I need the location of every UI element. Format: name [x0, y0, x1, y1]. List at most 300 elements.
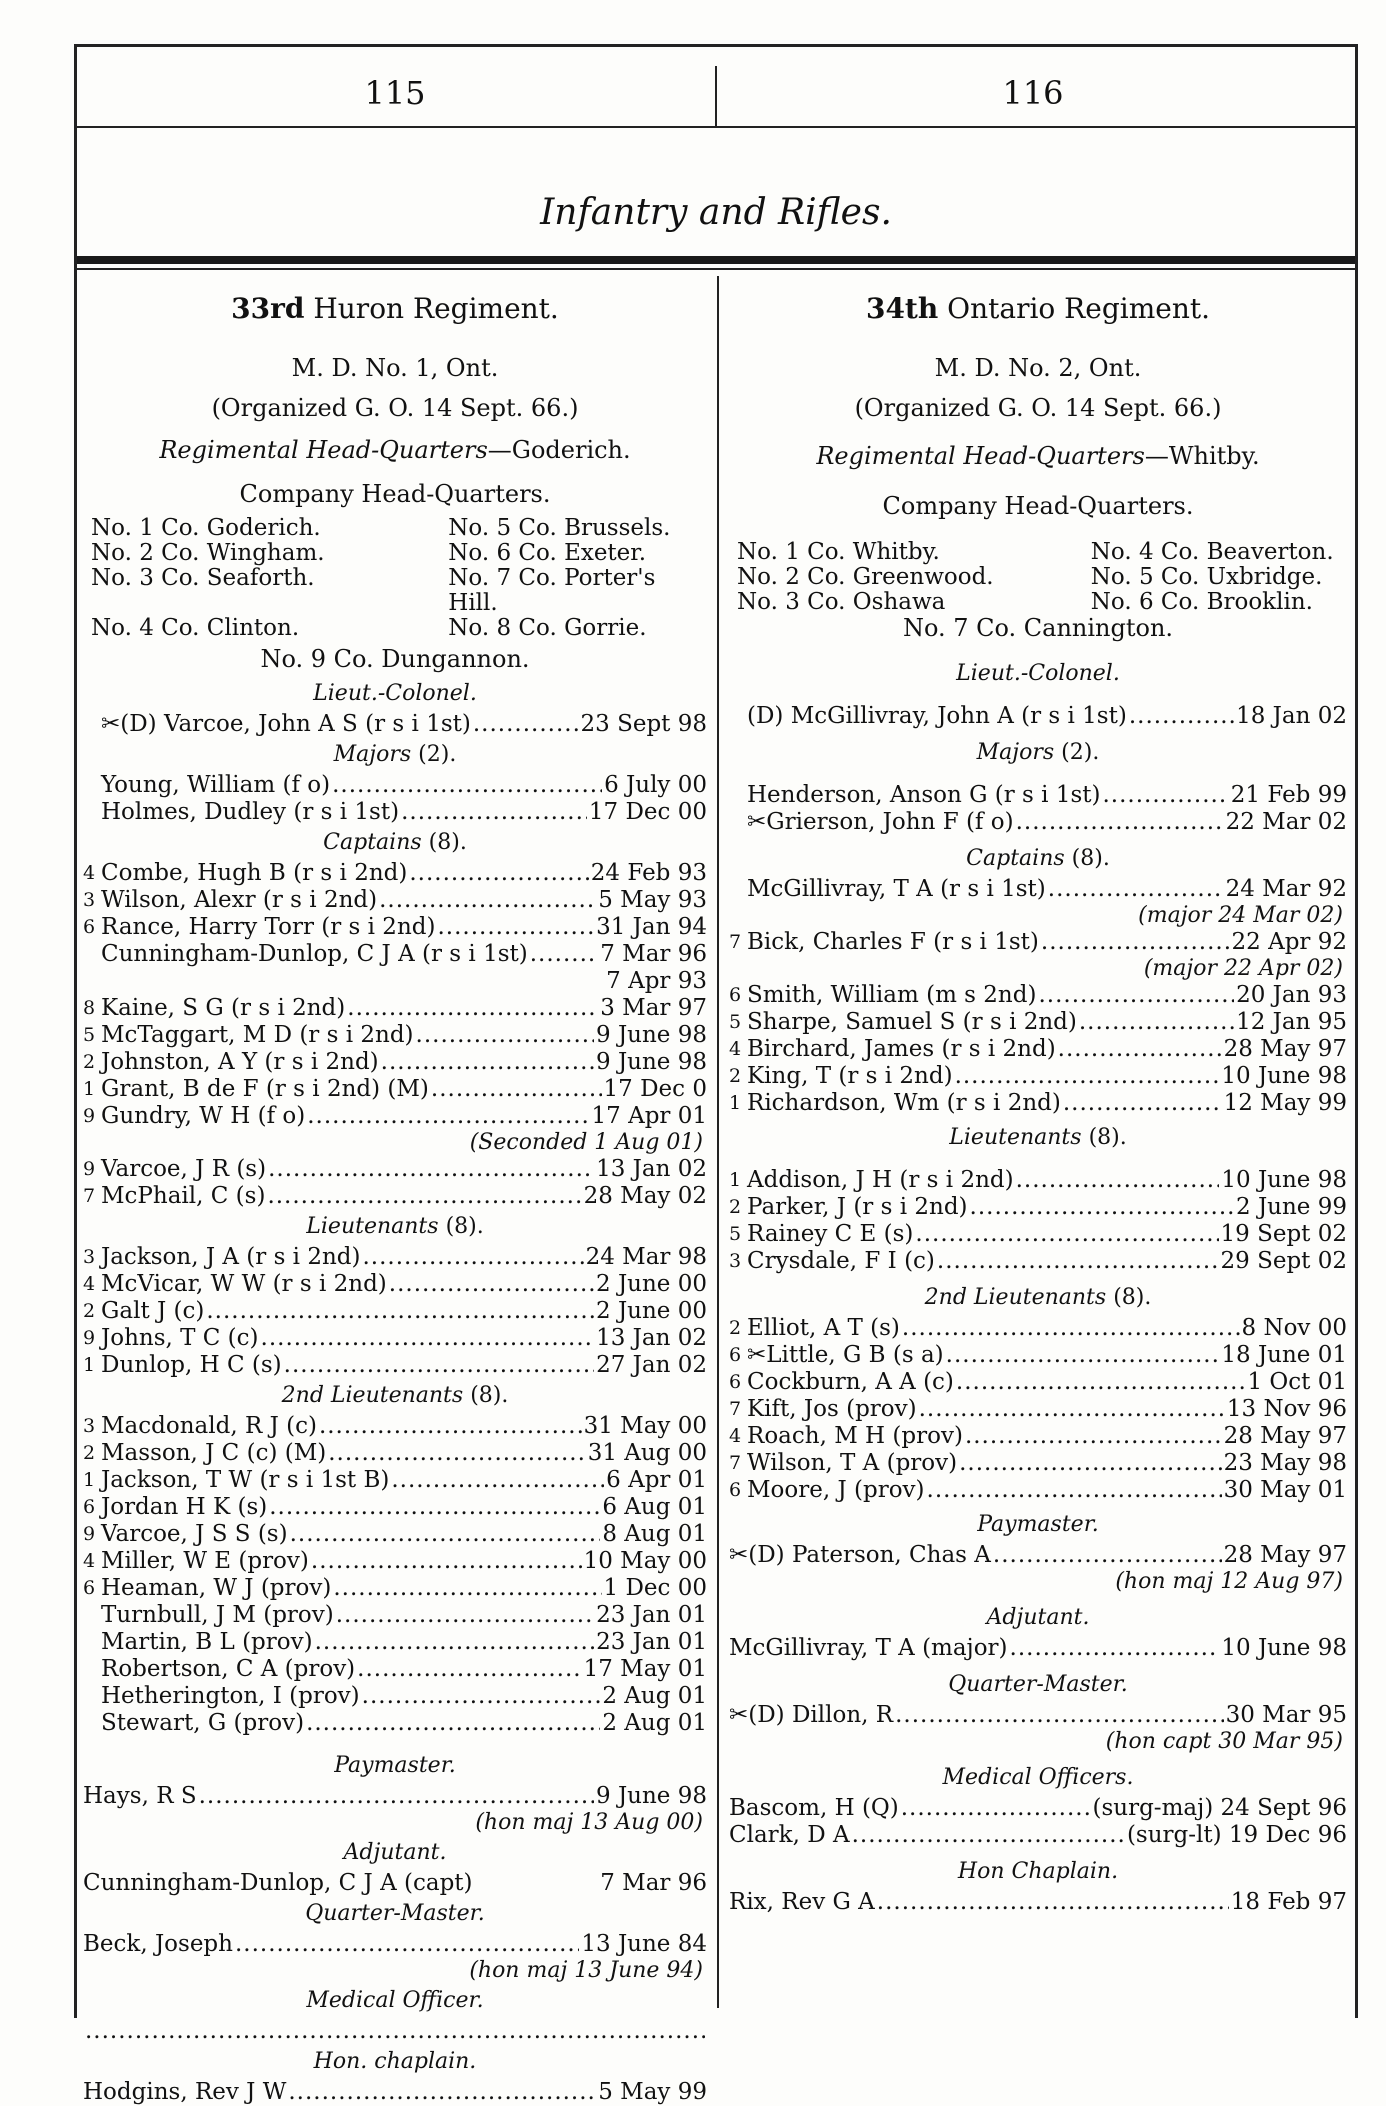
- officer-name: Miller, W E (prov): [101, 1548, 309, 1574]
- leader-dots: [1079, 1009, 1234, 1036]
- company-item: No. 5 Co. Uxbridge.: [1090, 564, 1323, 590]
- officer-name: Crysdale, F I (c): [747, 1248, 935, 1274]
- company-number: [729, 782, 747, 809]
- officer-name: Turnbull, J M (prov): [101, 1602, 334, 1628]
- leader-dots: [389, 1271, 594, 1298]
- company-number: 2: [83, 1300, 96, 1322]
- last-company: No. 9 Co. Dungannon.: [260, 645, 530, 673]
- officer-name: McGillivray, T A (r s i 1st): [747, 876, 1046, 902]
- officer-name: (D) McGillivray, John A (r s i 1st): [747, 703, 1127, 729]
- entry-date: 13 June 84: [581, 1931, 707, 1957]
- rank-note: (major 24 Mar 02): [1138, 903, 1343, 928]
- leader-dots: [895, 1702, 1224, 1729]
- appointment-date: 28 May 97: [1223, 1423, 1347, 1449]
- lieutenants-heading: [729, 1121, 1347, 1155]
- regiment-number: 34th: [865, 292, 939, 325]
- appointment-date: 23 Jan 01: [596, 1629, 707, 1655]
- page-number-rule: [77, 126, 1355, 128]
- officer-name: Gundry, W H (f o): [101, 1103, 306, 1129]
- appointment-date: 24 Feb 93: [590, 860, 707, 886]
- appointment-date: 6 July 00: [604, 772, 707, 798]
- regiment-name: Huron Regiment.: [313, 292, 559, 325]
- leader-dots: [336, 1602, 594, 1629]
- leader-dots: [915, 1221, 1218, 1248]
- chaplain-heading: Hon Chaplain.: [957, 1859, 1119, 1884]
- company-number: [83, 941, 101, 968]
- officer-entry: [83, 711, 707, 738]
- officer-name: Holmes, Dudley (r s i 1st): [101, 799, 400, 825]
- company-number: [83, 1710, 101, 1737]
- officer-name: Dunlop, H C (s): [101, 1352, 282, 1378]
- appointment-date: 2 June 00: [596, 1298, 707, 1324]
- officer-entry: [83, 914, 707, 941]
- appointment-date: 30 May 01: [1223, 1477, 1347, 1503]
- officer-entry: [83, 1602, 707, 1629]
- appointment-date: 28 May 02: [583, 1183, 707, 1209]
- officer-entry: [83, 941, 707, 968]
- officer-name: Stewart, G (prov): [101, 1710, 305, 1736]
- company-number: 4: [83, 1550, 96, 1572]
- right-column: [729, 280, 1347, 1916]
- last-company: No. 7 Co. Cannington.: [902, 614, 1174, 642]
- leader-dots: [959, 1450, 1221, 1477]
- officer-name: Jackson, T W (r s i 1st B): [101, 1467, 390, 1493]
- chaplain-entry: [729, 1889, 1347, 1916]
- officer-name: King, T (r s i 2nd): [747, 1063, 953, 1089]
- officer-entry: [83, 1521, 707, 1548]
- appointment-date: 1 Oct 01: [1247, 1369, 1347, 1395]
- quartermaster-heading: Quarter-Master.: [305, 1901, 485, 1926]
- thin-rule: [77, 268, 1355, 270]
- leader-dots: [1010, 1635, 1220, 1662]
- captains-list-2: [83, 1156, 707, 1210]
- paymaster-note: (hon maj 13 Aug 00): [475, 1810, 703, 1835]
- officer-entry: [729, 782, 1347, 809]
- majors-label: Majors: [976, 740, 1055, 765]
- entry-name: ✂(D) Dillon, R: [729, 1702, 894, 1728]
- lieut-colonel-heading: Lieut.-Colonel.: [313, 681, 477, 706]
- officer-entry: [83, 1298, 707, 1325]
- leader-dots: [362, 1683, 601, 1710]
- leader-dots: [347, 995, 598, 1022]
- company-item: No. 1 Co. Goderich.: [91, 515, 321, 541]
- company-number: 6: [729, 984, 742, 1006]
- second-lts-heading: [729, 1281, 1347, 1315]
- organized-note: (Organized G. O. 14 Sept. 66.): [854, 394, 1222, 422]
- officer-name: Bick, Charles F (r s i 1st): [747, 929, 1039, 955]
- majors-list: [83, 772, 707, 826]
- officer-name: ✂Little, G B (s a): [747, 1342, 944, 1368]
- appointment-date: 18 June 01: [1221, 1342, 1347, 1368]
- second-lts-label: 2nd Lieutenants: [281, 1383, 464, 1408]
- officer-entry: [729, 1450, 1347, 1477]
- appointment-date: 23 May 98: [1223, 1450, 1347, 1476]
- entry-name: Bascom, H (Q): [729, 1795, 899, 1821]
- column-divider: [717, 276, 719, 2008]
- officer-name: Young, William (f o): [101, 772, 331, 798]
- lieutenants-count: (8).: [445, 1214, 484, 1239]
- company-number: 2: [729, 1065, 742, 1087]
- company-number: [83, 1683, 101, 1710]
- page-number-left: 115: [364, 74, 426, 112]
- leader-dots: [381, 1049, 594, 1076]
- officer-entry: [729, 1009, 1347, 1036]
- officer-name: Parker, J (r s i 2nd): [747, 1194, 968, 1220]
- leader-dots: [306, 1710, 600, 1737]
- leader-dots: [307, 1103, 589, 1130]
- appointment-date: 13 Jan 02: [596, 1156, 707, 1182]
- officer-entry: [729, 1221, 1347, 1248]
- officer-entry: [729, 809, 1347, 836]
- paymaster-entry: [83, 1783, 707, 1810]
- company-list: [83, 516, 707, 641]
- regiment-number: 33rd: [231, 292, 305, 325]
- company-number: 9: [83, 1523, 96, 1545]
- lieutenants-label: Lieutenants: [306, 1214, 439, 1239]
- officer-entry: [83, 1352, 707, 1379]
- appointment-date: 5 May 93: [598, 887, 707, 913]
- officer-name: Johnston, A Y (r s i 2nd): [101, 1049, 379, 1075]
- lieutenants-list: [83, 1244, 707, 1379]
- officer-name: Cunningham-Dunlop, C J A (r s i 1st): [101, 941, 528, 967]
- hq-label: Regimental Head-Quarters: [816, 442, 1145, 470]
- entry-name: Clark, D A: [729, 1822, 850, 1848]
- company-number: 5: [83, 1024, 96, 1046]
- officer-name: McVicar, W W (r s i 2nd): [101, 1271, 387, 1297]
- leader-dots: [333, 1575, 601, 1602]
- officer-entry: [83, 1575, 707, 1602]
- officer-entry: [83, 1494, 707, 1521]
- majors-heading: [83, 738, 707, 772]
- company-number: 5: [729, 1011, 742, 1033]
- medical-entry: [729, 1795, 1347, 1822]
- company-number: 6: [83, 916, 96, 938]
- entry-name: Hodgins, Rev J W: [83, 2079, 287, 2105]
- company-number: 6: [729, 1344, 742, 1366]
- spacer: [729, 645, 1347, 657]
- quartermaster-entry: [83, 1931, 707, 1958]
- appointment-date: 17 Dec 0: [603, 1076, 707, 1102]
- appointment-date: 23 Jan 01: [596, 1602, 707, 1628]
- company-item: No. 1 Co. Whitby.: [737, 539, 940, 565]
- leader-dots: [235, 1931, 579, 1958]
- officer-name: Combe, Hugh B (r s i 2nd): [101, 860, 408, 886]
- company-number: 9: [83, 1158, 96, 1180]
- officer-name: Birchard, James (r s i 2nd): [747, 1036, 1056, 1062]
- company-number: [83, 1602, 101, 1629]
- officer-entry: [729, 1063, 1347, 1090]
- officer-entry: [83, 1548, 707, 1575]
- company-number: 2: [729, 1196, 742, 1218]
- officer-entry: [83, 772, 707, 799]
- company-number: [83, 799, 101, 826]
- officer-entry: [729, 1248, 1347, 1275]
- military-district: M. D. No. 2, Ont.: [934, 354, 1142, 382]
- leader-dots: [315, 1629, 595, 1656]
- entry-date: (surg-maj) 24 Sept 96: [1092, 1795, 1347, 1821]
- lieut-colonel-list: [729, 703, 1347, 730]
- appointment-date: 27 Jan 02: [596, 1352, 707, 1378]
- officer-entry: [729, 703, 1347, 730]
- leader-dots: [261, 1325, 595, 1352]
- appointment-date: 17 Apr 01: [591, 1103, 707, 1129]
- officer-entry: [729, 1036, 1347, 1063]
- page-number-row: [77, 44, 1355, 126]
- leader-dots: [1016, 809, 1224, 836]
- officer-name: Jordan H K (s): [101, 1494, 268, 1520]
- leader-dots: [1129, 703, 1234, 730]
- leader-dots: [199, 1783, 594, 1810]
- company-number: 1: [83, 1078, 96, 1100]
- medical-heading: Medical Officer.: [306, 1988, 484, 2013]
- company-number: [83, 1629, 101, 1656]
- company-number: 1: [729, 1169, 742, 1191]
- hq-label: Regimental Head-Quarters: [159, 436, 488, 464]
- leader-dots: [401, 799, 587, 826]
- officer-entry: [83, 1049, 707, 1076]
- adjutant-heading: Adjutant.: [343, 1840, 447, 1865]
- appointment-date: 31 Aug 00: [587, 1440, 707, 1466]
- leader-dots: [530, 941, 598, 968]
- officer-entry: [729, 929, 1347, 956]
- appointment-date: 23 Sept 98: [580, 711, 707, 737]
- officer-name: McTaggart, M D (r s i 2nd): [101, 1022, 414, 1048]
- medical-blank-line: [83, 2018, 707, 2045]
- appointment-date: 6 Aug 01: [602, 1494, 707, 1520]
- appointment-date: 2 June 00: [596, 1271, 707, 1297]
- appointment-date: 28 May 97: [1223, 1036, 1347, 1062]
- captains-count: (8).: [1071, 846, 1110, 871]
- appointment-date: 13 Nov 96: [1226, 1396, 1347, 1422]
- hq-place: —Whitby.: [1144, 442, 1260, 470]
- entry-date: (surg-lt) 19 Dec 96: [1126, 1822, 1347, 1848]
- majors-list: [729, 782, 1347, 836]
- leader-dots: [877, 1889, 1229, 1916]
- leader-dots: [431, 1076, 602, 1103]
- captains-list: [729, 876, 1347, 1117]
- officer-name: ✂(D) Varcoe, John A S (r s i 1st): [101, 711, 471, 737]
- company-item: No. 3 Co. Oshawa: [737, 589, 946, 615]
- appointment-date: 9 June 98: [596, 1049, 707, 1075]
- officer-name: Galt J (c): [101, 1298, 205, 1324]
- officer-name: Johns, T C (c): [101, 1325, 259, 1351]
- appointment-date: 17 May 01: [583, 1656, 707, 1682]
- quartermaster-note: (hon capt 30 Mar 95): [1105, 1729, 1343, 1754]
- medical-heading: Medical Officers.: [942, 1765, 1134, 1790]
- leader-dots: [288, 2079, 596, 2106]
- appointment-date: 22 Mar 02: [1225, 809, 1347, 835]
- appointment-date: 12 Jan 95: [1236, 1009, 1347, 1035]
- second-lts-count: (8).: [470, 1383, 509, 1408]
- leader-dots: [473, 711, 579, 738]
- officer-entry: [83, 995, 707, 1022]
- leader-dots: [946, 1342, 1220, 1369]
- hq-place: —Goderich.: [487, 436, 631, 464]
- adjutant-entry: [729, 1635, 1347, 1662]
- company-item: No. 2 Co. Wingham.: [91, 540, 325, 566]
- leader-dots: [1048, 876, 1224, 903]
- appointment-date: 20 Jan 93: [1236, 982, 1347, 1008]
- company-number: 6: [83, 1496, 96, 1518]
- officer-name: Heaman, W J (prov): [101, 1575, 332, 1601]
- appointment-date: 29 Sept 02: [1220, 1248, 1347, 1274]
- officer-entry: [83, 1156, 707, 1183]
- second-lts-label: 2nd Lieutenants: [924, 1285, 1107, 1310]
- running-head: Infantry and Rifles.: [540, 192, 892, 233]
- leader-dots: [268, 1156, 594, 1183]
- entry-name: ✂(D) Paterson, Chas A: [729, 1542, 991, 1568]
- officer-entry: [83, 860, 707, 887]
- appointment-date: 18 Jan 02: [1236, 703, 1347, 729]
- lieut-colonel-list: [83, 711, 707, 738]
- officer-entry: [83, 1103, 707, 1130]
- company-number: [729, 876, 747, 903]
- leader-dots: [956, 1369, 1246, 1396]
- entry-date: 30 Mar 95: [1225, 1702, 1347, 1728]
- officer-name: Martin, B L (prov): [101, 1629, 313, 1655]
- entry-date: 28 May 97: [1223, 1542, 1347, 1568]
- officer-entry: [729, 982, 1347, 1009]
- appointment-date: 24 Mar 92: [1225, 876, 1347, 902]
- officer-name: Cockburn, A A (c): [747, 1369, 954, 1395]
- company-item: No. 3 Co. Seaforth.: [91, 565, 315, 591]
- officer-entry: [83, 887, 707, 914]
- entry-name: Hays, R S: [83, 1783, 197, 1809]
- officer-entry: [729, 1194, 1347, 1221]
- appointment-date: 22 Apr 92: [1231, 929, 1347, 955]
- seconded-note: (Seconded 1 Aug 01): [469, 1130, 703, 1155]
- leader-dots: [206, 1298, 594, 1325]
- leader-dots: [1058, 1036, 1222, 1063]
- appointment-date: 12 May 99: [1223, 1090, 1347, 1116]
- officer-entry: [83, 1022, 707, 1049]
- company-number: 9: [83, 1105, 96, 1127]
- appointment-date: 2 Aug 01: [602, 1683, 707, 1709]
- appointment-date: 24 Mar 98: [585, 1244, 707, 1270]
- company-hq-heading: Company Head-Quarters.: [239, 480, 551, 508]
- captains-label: Captains: [323, 830, 422, 855]
- leader-dots: [955, 1063, 1220, 1090]
- officer-entry: [83, 1076, 707, 1103]
- appointment-date: 19 Sept 02: [1220, 1221, 1347, 1247]
- entry-date: 18 Feb 97: [1230, 1889, 1347, 1915]
- company-number: [729, 809, 747, 836]
- officer-name: Rance, Harry Torr (r s i 2nd): [101, 914, 436, 940]
- leader-dots: [937, 1248, 1219, 1275]
- majors-label: Majors: [333, 742, 412, 767]
- officer-entry: [83, 1467, 707, 1494]
- regimental-hq: [729, 434, 1347, 478]
- company-number: 3: [83, 889, 96, 911]
- officer-name: Addison, J H (r s i 2nd): [747, 1167, 1014, 1193]
- officer-entry: [83, 1440, 707, 1467]
- officer-entry: [83, 1413, 707, 1440]
- entry-name: McGillivray, T A (major): [729, 1635, 1008, 1661]
- company-number: 2: [83, 1051, 96, 1073]
- appointment-date: 9 June 98: [596, 1022, 707, 1048]
- captains-list: [83, 860, 707, 1130]
- quartermaster-entry: [729, 1702, 1347, 1729]
- chaplain-entry: [83, 2079, 707, 2106]
- company-number: 3: [729, 1250, 742, 1272]
- company-number: [83, 772, 101, 799]
- officer-name: Richardson, Wm (r s i 2nd): [747, 1090, 1061, 1116]
- lieutenants-heading: [83, 1210, 707, 1244]
- appointment-date: 17 Dec 00: [588, 799, 707, 825]
- officer-name: Henderson, Anson G (r s i 1st): [747, 782, 1101, 808]
- company-number: 3: [83, 1246, 96, 1268]
- majors-count: (2).: [1061, 740, 1100, 765]
- lieutenants-count: (8).: [1088, 1125, 1127, 1150]
- company-number: 6: [83, 1577, 96, 1599]
- regimental-hq: [83, 428, 707, 472]
- company-number: [83, 1656, 101, 1683]
- company-number: 2: [83, 1442, 96, 1464]
- leader-dots: [379, 887, 596, 914]
- officer-name: Kift, Jos (prov): [747, 1396, 917, 1422]
- quartermaster-heading: Quarter-Master.: [948, 1672, 1128, 1697]
- appointment-date: 2 Aug 01: [602, 1710, 707, 1736]
- entry-date: 10 June 98: [1221, 1635, 1347, 1661]
- second-lts-list: [83, 1413, 707, 1737]
- leader-dots: [267, 1183, 581, 1210]
- company-number: [83, 711, 101, 738]
- officer-name: Roach, M H (prov): [747, 1423, 963, 1449]
- majors-count: (2).: [418, 742, 457, 767]
- leader-dots: [993, 1542, 1222, 1569]
- officer-name: Moore, J (prov): [747, 1477, 925, 1503]
- leader-dots: [328, 1440, 585, 1467]
- entry-date: 9 June 98: [596, 1783, 707, 1809]
- captains-heading: [83, 826, 707, 860]
- officer-name: McPhail, C (s): [101, 1183, 266, 1209]
- company-number: 4: [729, 1425, 742, 1447]
- officer-entry: [83, 1683, 707, 1710]
- officer-entry: [83, 1325, 707, 1352]
- leader-dots: [311, 1548, 582, 1575]
- company-list: [729, 540, 1347, 615]
- appointment-date: 10 June 98: [1221, 1167, 1347, 1193]
- appointment-date: 8 Nov 00: [1241, 1315, 1347, 1341]
- leader-dots: [363, 1244, 584, 1271]
- officer-entry: [729, 1342, 1347, 1369]
- officer-entry: [729, 1090, 1347, 1117]
- second-lts-list: [729, 1315, 1347, 1504]
- left-column: [83, 280, 707, 2106]
- leader-dots: [1041, 929, 1230, 956]
- leader-dots: [902, 1315, 1240, 1342]
- officer-name: Masson, J C (c) (M): [101, 1440, 327, 1466]
- spacer: [729, 770, 1347, 782]
- company-number: 7: [729, 1452, 742, 1474]
- company-number: 4: [83, 1273, 96, 1295]
- leader-dots: [391, 1467, 604, 1494]
- leader-dots: [1016, 1167, 1220, 1194]
- company-hq-heading: Company Head-Quarters.: [882, 492, 1194, 520]
- paymaster-entry: [729, 1542, 1347, 1569]
- leader-dots: [290, 1521, 601, 1548]
- leader-dots: [409, 860, 588, 887]
- spacer: [83, 1737, 707, 1749]
- appointment-date: 31 Jan 94: [596, 914, 707, 940]
- officer-name: Rainey C E (s): [747, 1221, 914, 1247]
- company-number: [83, 968, 101, 995]
- appointment-date: 6 Apr 01: [606, 1467, 707, 1493]
- leader-dots: [357, 1656, 581, 1683]
- company-number: 4: [729, 1038, 742, 1060]
- company-number: 7: [729, 931, 742, 953]
- entry-date: 7 Mar 96: [600, 1870, 707, 1896]
